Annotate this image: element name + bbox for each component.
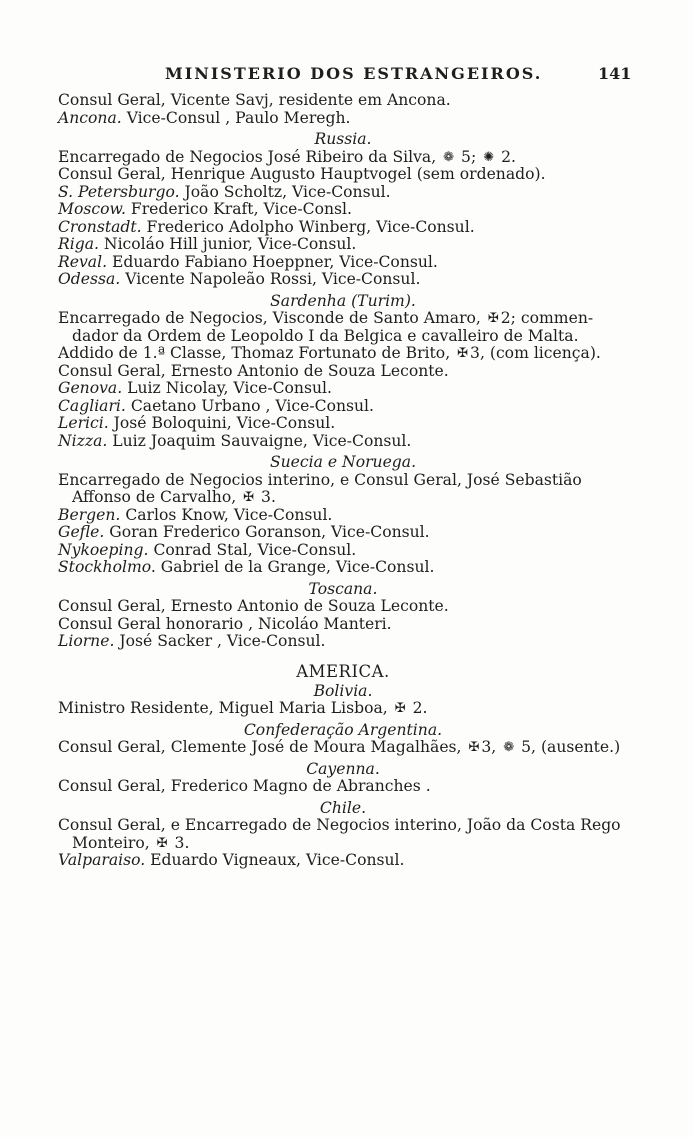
line-text: Consul Geral, Vicente Savj, residente em Ancona. <box>58 91 451 109</box>
line-text: Consul Geral, e Encarregado de Negocios interino, João da Costa Rego <box>58 816 621 834</box>
line-text: Conrad Stal, Vice-Consul. <box>148 540 357 559</box>
text-line <box>58 524 628 542</box>
text-line <box>58 472 628 490</box>
line-text: Goran Frederico Goranson, Vice-Consul. <box>104 523 430 541</box>
text-line <box>58 92 628 110</box>
place-name: Genova. <box>58 379 123 397</box>
place-name: Cronstadt. <box>58 217 142 236</box>
cross-decoration-icon: ✠ <box>487 311 499 326</box>
star-decoration-icon: ❁ <box>443 149 455 165</box>
body-text <box>58 92 628 870</box>
text-line <box>58 507 628 525</box>
section-heading-toscana: Toscana. <box>308 579 378 598</box>
line-text: Ministro Residente, Miguel Maria Lisboa, <box>58 699 388 717</box>
text-line <box>58 633 628 651</box>
place-name: Nizza. <box>58 431 108 450</box>
section-heading-cayenna: Cayenna. <box>306 759 380 778</box>
text-line <box>58 310 628 328</box>
place-name: Nykoeping. <box>58 540 149 559</box>
line-text: Luiz Joaquim Sauvaigne, Vice-Consul. <box>107 431 412 450</box>
place-name: Lerici. <box>58 414 109 432</box>
line-text: Consul Geral, Clemente José de Moura Magalhães, <box>58 738 462 756</box>
line-text: Vicente Napoleão Rossi, Vice-Consul. <box>120 270 421 288</box>
line-text: Consul Geral, Henrique Augusto Hauptvogel (sem ordenado). <box>58 165 546 183</box>
text-line <box>58 817 628 835</box>
line-text: Consul Geral, Ernesto Antonio de Souza Leconte. <box>58 597 449 615</box>
text-line <box>58 415 628 433</box>
section-heading-confederacao: Confederação Argentina. <box>243 720 443 739</box>
text-line <box>58 398 628 416</box>
line-text: 2. <box>412 699 428 717</box>
line-text: 2; commen- <box>500 309 594 327</box>
text-line <box>58 739 628 757</box>
line-text: Nicoláo Hill junior, Vice-Consul. <box>98 235 357 253</box>
section-heading-sardenha: Sardenha (Turim). <box>270 291 416 310</box>
place-name: Valparaiso. <box>58 851 146 869</box>
section-heading-bolivia: Bolivia. <box>313 681 373 700</box>
line-text: 5; <box>461 147 477 166</box>
line-text: Addido de 1.ª Classe, Thomaz Fortunato de Brito, <box>58 344 451 362</box>
line-text: Frederico Kraft, Vice-Consl. <box>125 200 352 218</box>
text-line <box>58 345 628 363</box>
place-name: Liorne. <box>58 632 115 650</box>
line-text: 3. <box>174 833 190 852</box>
line-text: João Scholtz, Vice-Consul. <box>179 182 391 201</box>
place-name: Moscow. <box>58 200 126 218</box>
text-line <box>58 236 628 254</box>
place-name: Cagliari. <box>58 396 126 415</box>
text-line <box>58 598 628 616</box>
page-number: 141 <box>598 64 632 83</box>
line-text: Gabriel de la Grange, Vice-Consul. <box>155 558 435 576</box>
place-name: Riga. <box>58 235 99 253</box>
line-text: 3, <box>481 738 497 756</box>
line-text: Luiz Nicolay, Vice-Consul. <box>122 379 332 397</box>
section-heading-suecia: Suecia e Noruega. <box>269 453 417 471</box>
cross-decoration-icon: ✠ <box>394 701 406 716</box>
text-line <box>58 559 628 577</box>
text-line <box>58 149 628 167</box>
line-text: Affonso de Carvalho, <box>72 488 237 506</box>
text-line <box>58 835 628 853</box>
text-line <box>58 254 628 272</box>
text-line <box>58 380 628 398</box>
line-text: Monteiro, <box>72 833 150 852</box>
section-heading-chile: Chile. <box>319 798 367 817</box>
text-line <box>58 700 628 718</box>
cross-decoration-icon: ✠ <box>243 490 255 505</box>
line-text: 5, (ausente.) <box>521 738 621 756</box>
line-text: José Boloquini, Vice-Consul. <box>108 414 336 432</box>
line-text: 3, (com licença). <box>470 344 601 362</box>
line-text: Consul Geral, Frederico Magno de Abranches . <box>58 777 431 795</box>
text-line <box>58 201 628 219</box>
line-text: José Sacker , Vice-Consul. <box>114 632 326 650</box>
place-name: Ancona. <box>58 108 122 127</box>
place-name: Gefle. <box>58 523 105 541</box>
text-line <box>58 184 628 202</box>
line-text: Eduardo Fabiano Hoeppner, Vice-Consul. <box>107 252 438 271</box>
place-name: Stockholmo. <box>58 558 156 576</box>
line-text: Eduardo Vigneaux, Vice-Consul. <box>145 851 405 869</box>
section-heading-america: AMERICA. <box>296 661 390 681</box>
section-heading-russia: Russia. <box>314 130 372 148</box>
header-title: MINISTERIO DOS ESTRANGEIROS. <box>165 64 543 83</box>
text-line <box>58 219 628 237</box>
text-line <box>58 363 628 381</box>
text-line <box>58 110 628 128</box>
line-text: Encarregado de Negocios interino, e Consul Geral, José Sebastião <box>58 470 582 489</box>
place-name: S. Petersburgo. <box>58 182 180 201</box>
text-line <box>58 489 628 507</box>
place-name: Bergen. <box>58 505 121 524</box>
line-text: Vice-Consul , Paulo Meregh. <box>121 108 351 127</box>
line-text: Carlos Know, Vice-Consul. <box>120 505 333 524</box>
cross-decoration-icon: ✠ <box>156 835 168 851</box>
star-decoration-icon: ❁ <box>503 740 515 755</box>
text-line <box>58 542 628 560</box>
line-text: 3. <box>261 488 276 506</box>
text-line <box>58 166 628 184</box>
cross-decoration-icon: ✠ <box>457 346 469 361</box>
medal-decoration-icon: ✺ <box>483 149 495 165</box>
text-line <box>58 271 628 289</box>
place-name: Reval. <box>58 252 108 271</box>
line-text: Caetano Urbano , Vice-Consul. <box>125 396 374 415</box>
line-text: Encarregado de Negocios José Ribeiro da Silva, <box>58 147 437 166</box>
running-header <box>0 60 693 88</box>
place-name: Odessa. <box>58 270 121 288</box>
line-text: Consul Geral honorario , Nicoláo Manteri. <box>58 614 392 633</box>
cross-decoration-icon: ✠ <box>468 740 480 755</box>
text-line <box>58 852 628 870</box>
line-text: 2. <box>501 147 516 166</box>
line-text: Consul Geral, Ernesto Antonio de Souza Leconte. <box>58 361 449 380</box>
text-line <box>58 328 628 346</box>
line-text: Encarregado de Negocios, Visconde de Santo Amaro, <box>58 309 481 327</box>
line-text: dador da Ordem de Leopoldo I da Belgica e cavalleiro de Malta. <box>72 326 579 345</box>
line-text: Frederico Adolpho Winberg, Vice-Consul. <box>141 217 475 236</box>
text-line <box>58 616 628 634</box>
text-line <box>58 778 628 796</box>
text-line <box>58 433 628 451</box>
